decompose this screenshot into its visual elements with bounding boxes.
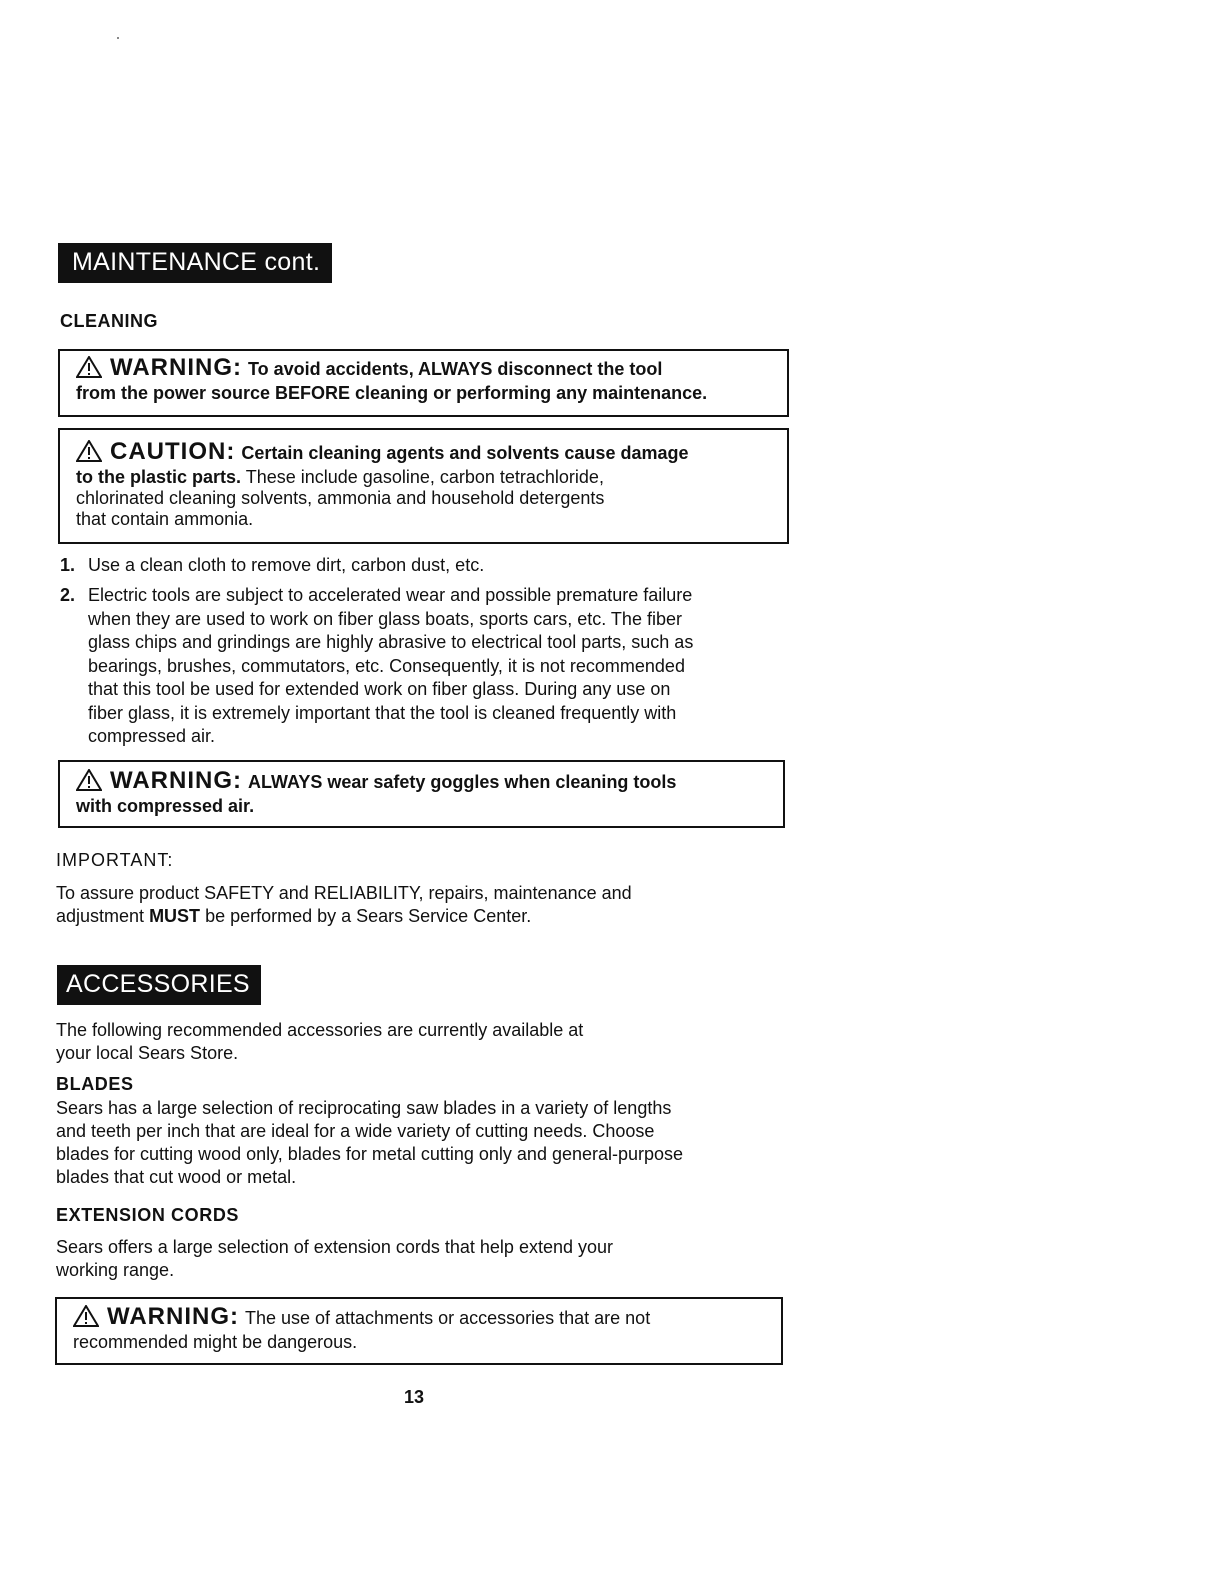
accessories-intro-line1: The following recommended accessories are currently available at [56, 1020, 584, 1040]
cleaning-heading: CLEANING [60, 311, 158, 331]
step-text-line: Electric tools are subject to accelerated wear and possible premature failure [88, 585, 693, 605]
accessories-section-header: ACCESSORIES [57, 965, 261, 1005]
warning-text-line2: recommended might be dangerous. [73, 1332, 358, 1352]
cleaning-step-1 [60, 554, 800, 578]
caution-box-cleaning-agents [58, 428, 789, 544]
warning-text-line1: ALWAYS wear safety goggles when cleaning tools [247, 772, 677, 792]
caution-text-line3: chlorinated cleaning solvents, ammonia and household detergents [76, 488, 605, 508]
blades-line: blades for cutting wood only, blades for metal cutting only and general-purpose [56, 1144, 684, 1164]
scan-speck [117, 37, 119, 39]
step-text-line: glass chips and grindings are highly abrasive to electrical tool parts, such as [88, 632, 694, 652]
warning-text-line1: To avoid accidents, ALWAYS disconnect the tool [247, 359, 663, 379]
caution-text-line2-bold: to the plastic parts. [76, 467, 242, 487]
blades-line: and teeth per inch that are ideal for a wide variety of cutting needs. Choose [56, 1121, 655, 1141]
page-number: 13 [404, 1387, 425, 1407]
step-text-line: compressed air. [88, 726, 216, 746]
warning-text-line2: with compressed air. [76, 796, 255, 816]
important-heading: IMPORTANT: [56, 850, 174, 870]
maintenance-section-header: MAINTENANCE cont. [58, 243, 332, 283]
blades-paragraph [56, 1097, 796, 1189]
caution-text-line1: Certain cleaning agents and solvents cause damage [241, 443, 689, 463]
important-line2-bold: MUST [149, 906, 201, 926]
warning-box-attachments [55, 1297, 783, 1365]
warning-signal-word: WARNING: [107, 1303, 239, 1330]
important-paragraph [56, 882, 796, 928]
caution-text-line4: that contain ammonia. [76, 509, 254, 529]
caution-text-line2: These include gasoline, carbon tetrachloride, [241, 467, 604, 487]
warning-box-disconnect [58, 349, 789, 417]
cleaning-step-2 [60, 584, 800, 754]
warning-signal-word: WARNING: [110, 354, 242, 381]
extension-cords-heading: EXTENSION CORDS [56, 1205, 240, 1225]
step-text-line: Use a clean cloth to remove dirt, carbon dust, etc. [88, 555, 485, 575]
warning-triangle-icon [76, 356, 102, 383]
caution-triangle-icon [76, 440, 102, 467]
step-text-line: bearings, brushes, commutators, etc. Consequently, it is not recommended [88, 655, 685, 676]
step-text-line: that this tool be used for extended work on fiber glass. During any use on [88, 679, 671, 699]
blades-heading: BLADES [56, 1074, 134, 1094]
step-text-line: when they are used to work on fiber glass boats, sports cars, etc. The fiber [88, 608, 682, 629]
accessories-intro [56, 1019, 796, 1065]
warning-signal-word: WARNING: [110, 767, 242, 794]
step-number: 1. [60, 555, 76, 575]
warning-triangle-icon [76, 769, 102, 796]
accessories-intro-line2: your local Sears Store. [56, 1043, 239, 1063]
important-line2-post: be performed by a Sears Service Center. [200, 906, 532, 926]
warning-text-line2: from the power source BEFORE cleaning or performing any maintenance. [76, 383, 708, 403]
important-line2-pre: adjustment [56, 906, 150, 926]
important-line1: To assure product SAFETY and RELIABILITY, repairs, maintenance and [56, 883, 632, 903]
blades-line: blades that cut wood or metal. [56, 1167, 297, 1187]
warning-box-goggles [58, 760, 785, 828]
step-text-line: fiber glass, it is extremely important that the tool is cleaned frequently with [88, 702, 677, 723]
extension-cords-line: working range. [56, 1260, 175, 1280]
caution-signal-word: CAUTION: [110, 438, 236, 465]
extension-cords-paragraph [56, 1236, 796, 1282]
blades-line: Sears has a large selection of reciprocating saw blades in a variety of lengths [56, 1098, 672, 1118]
warning-text-line1: The use of attachments or accessories that are not [244, 1308, 651, 1328]
step-number: 2. [60, 585, 76, 605]
warning-triangle-icon [73, 1305, 99, 1332]
extension-cords-line: Sears offers a large selection of extension cords that help extend your [56, 1237, 613, 1257]
